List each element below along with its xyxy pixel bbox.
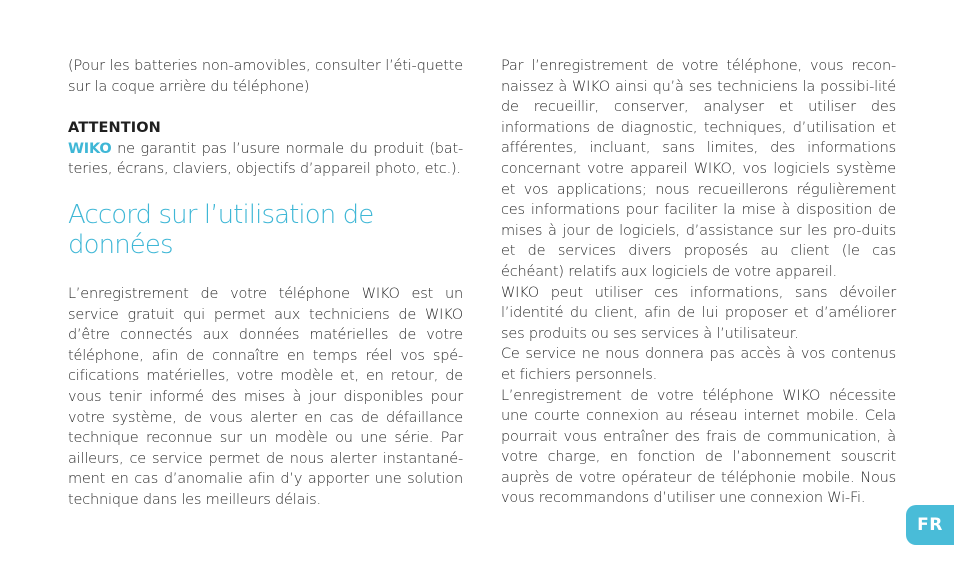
section-heading: Accord sur l’utilisation de données — [68, 199, 374, 260]
language-tab: FR — [906, 505, 954, 545]
attention-text: ne garantit pas l’usure normale du produit (bat-teries, écrans, claviers, objectifs d’appareil photo, etc.). — [68, 140, 463, 178]
brand-name: WIKO — [68, 140, 112, 157]
right-column — [501, 56, 896, 509]
right-paragraph-2: WIKO peut utiliser ces informations, sans dévoiler l’identité du client, afin de lui proposer et d’améliorer ses produits ou ses services à l’utilisateur. — [501, 284, 896, 342]
right-paragraph-1: Par l’enregistrement de votre téléphone, vous recon-naissez à WIKO ainsi qu’à ses techniciens la possibi-lité de recueillir, conserver, analyser et utiliser des informations de diagnostic, techniques, d’utilisation et afférentes, incluant, sans limites, des informations concernant votre appareil WIKO, vos logiciels système et vos applications; nous recueillerons régulièrement ces informations pour faciliter la mise à disposition de mises à jour de logiciels, d’assistance sur les pro-duits et de services divers proposés au client (le cas échéant) relatifs aux logiciels de votre appareil. — [501, 58, 896, 280]
section-body: L’enregistrement de votre téléphone WIKO est un service gratuit qui permet aux techniciens de WIKO d’être connectés aux données matérielles de votre téléphone, afin de connaître en temps réel vos spé-cifications matérielles, votre modèle et, en retour, de vous tenir informé des mises à jour disponibles pour votre système, de vous alerter en cas de défaillance technique reconnue sur un modèle ou une série. Par ailleurs, ce service permet de nous alerter instantané-ment en cas d’anomalie afin d’y apporter une solution technique dans les meilleurs délais. — [68, 285, 463, 508]
paragraph-spacer — [68, 97, 463, 118]
attention-note — [68, 139, 463, 180]
left-column — [68, 56, 463, 511]
right-paragraph-3: Ce service ne nous donnera pas accès à vos contenus et fichiers personnels. — [501, 346, 896, 383]
battery-note: (Pour les batteries non-amovibles, consulter l’éti-quette sur la coque arrière du téléphone) — [68, 58, 463, 95]
attention-heading: ATTENTION — [68, 120, 161, 137]
right-paragraph-4: L’enregistrement de votre téléphone WIKO nécessite une courte connexion au réseau internet mobile. Cela pourrait vous entraîner des frais de communication, à votre charge, en fonction de l’abonnement souscrit auprès de votre opérateur de téléphonie mobile. Nous vous recommandons d’utiliser une connexion Wi-Fi. — [501, 387, 896, 507]
